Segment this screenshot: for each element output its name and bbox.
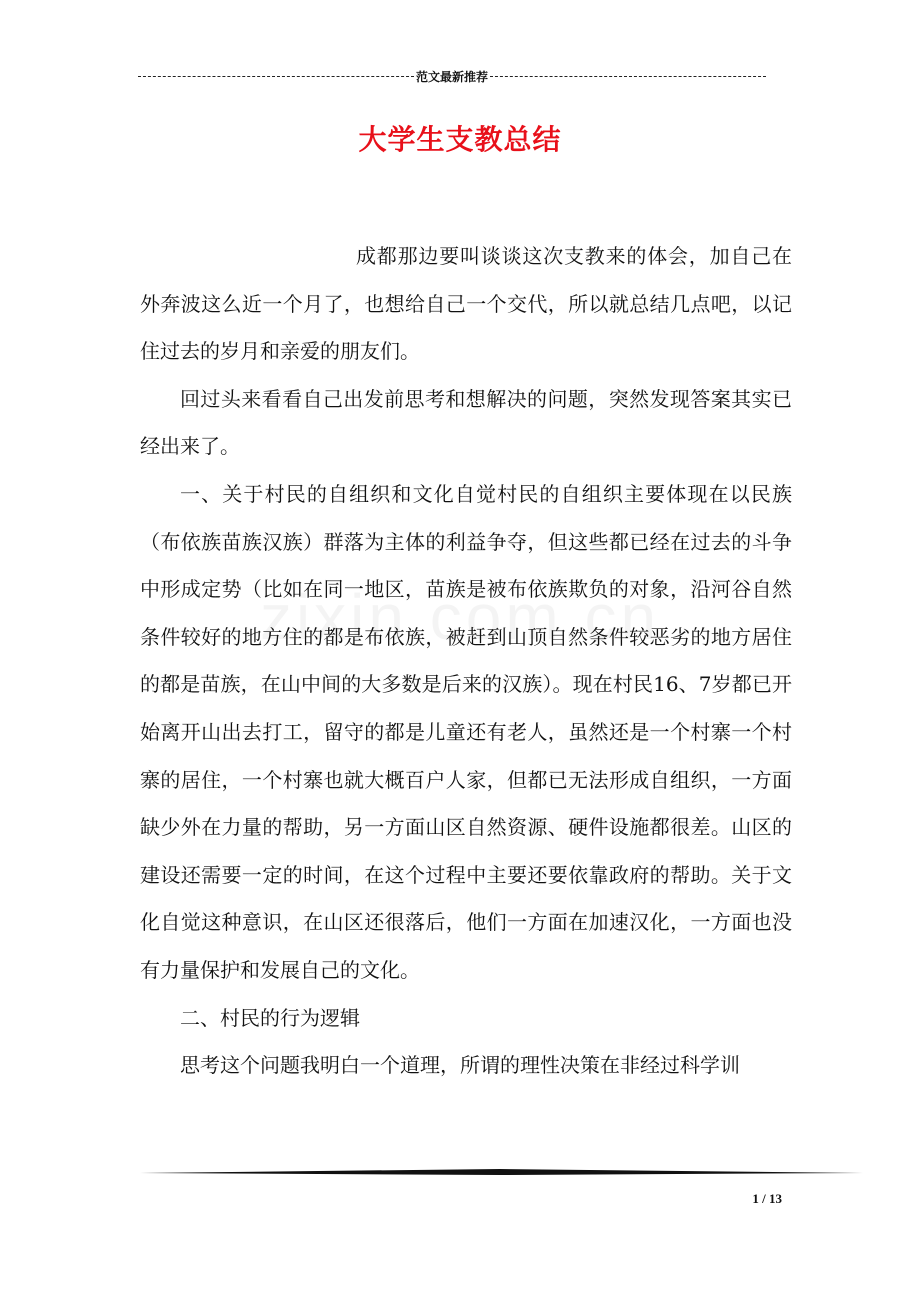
header-dash-right: [490, 76, 766, 77]
document-body: [140, 233, 792, 1090]
header-label: 范文最新推荐: [416, 69, 489, 84]
paragraph: 回过头来看看自己出发前思考和想解决的问题，突然发现答案其实已经出来了。: [140, 386, 792, 459]
footer-rule: [140, 1168, 863, 1176]
paragraph: 一、关于村民的自组织和文化自觉村民的自组织主要体现在以民族（布依族苗族汉族）群落为主体的利益争夺，但这些都已经在过去的斗争中形成定势（比如在同一地区，苗族是被布依族欺负的对象，沿河谷自然条件较好的地方住的都是布依族，被赶到山顶自然条件较恶劣的地方居住的都是苗族，在山中间的大多数是后来的汉族）。现在村民16、7岁都已开始离开山出去打工，留守的都是儿童还有老人，虽然还是一个村寨一个村寨的居住，一个村寨也就大概百户人家，但都已无法形成自组织，一方面缺少外在力量的帮助，另一方面山区自然资源、硬件设施都很差。山区的建设还需要一定的时间，在这个过程中主要还要依靠政府的帮助。关于文化自觉这种意识，在山区还很落后，他们一方面在加速汉化，一方面也没有力量保护和发展自己的文化。: [140, 481, 792, 982]
paragraph: 思考这个问题我明白一个道理，所谓的理性决策在非经过科学训: [180, 1053, 740, 1078]
header-dash-left: [138, 76, 414, 77]
document-title: 大学生支教总结: [358, 123, 562, 156]
paragraph-intro: 成都那边要叫谈谈这次支教来的体会，加自己在外奔波这么近一个月了，也想给自己一个交代，所以就总结几点吧，以记住过去的岁月和亲爱的朋友们。: [140, 244, 792, 364]
running-header: [138, 66, 766, 86]
page-number: 1 / 13: [752, 1191, 782, 1206]
section-heading: 二、村民的行为逻辑: [180, 1005, 360, 1030]
